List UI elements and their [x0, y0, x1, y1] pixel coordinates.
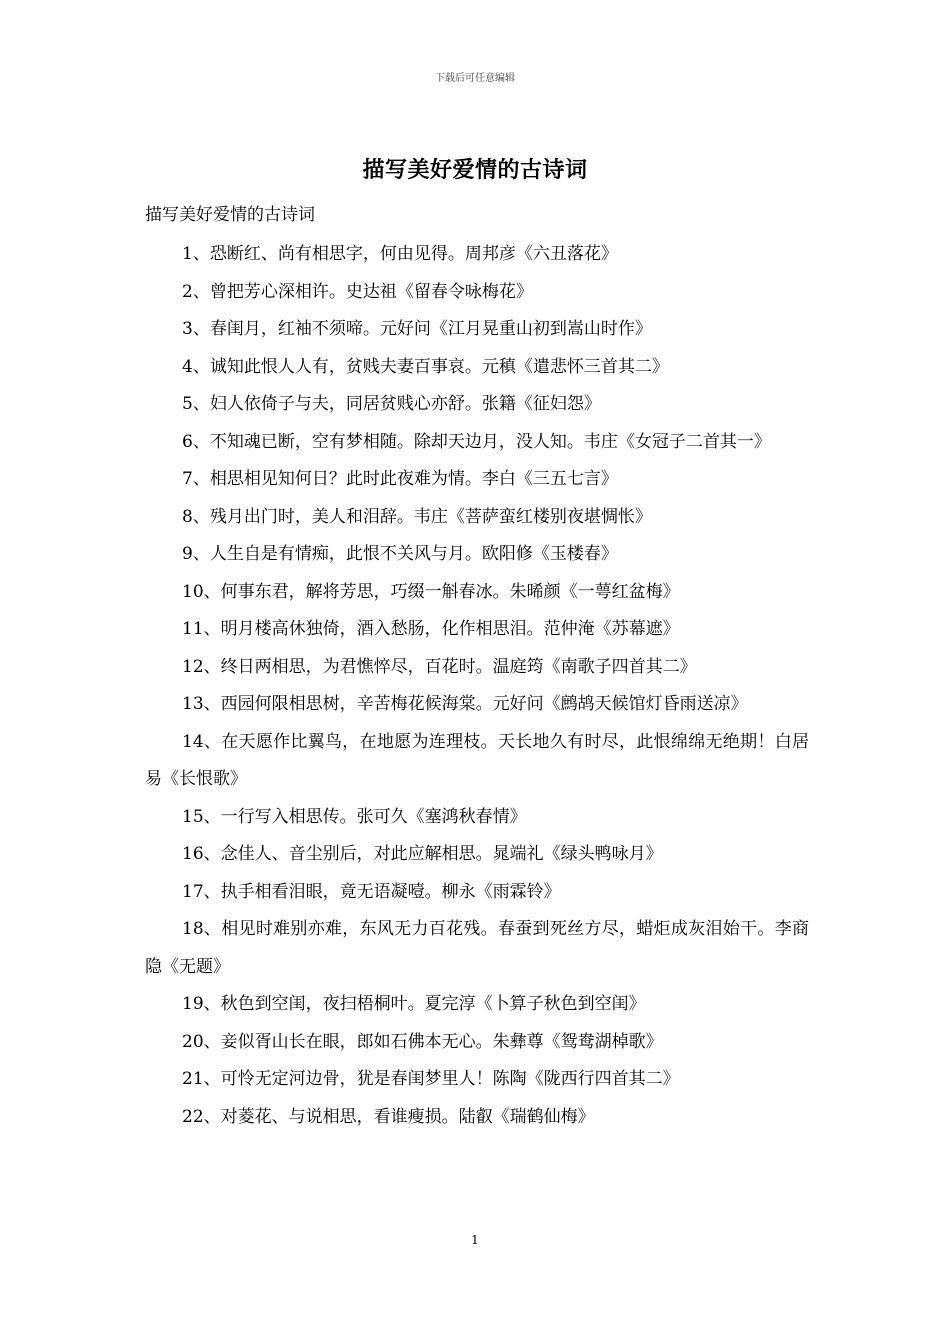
poem-line-10: 10、何事东君，解将芳思，巧缀一斛春冰。朱晞颜《一萼红盆梅》: [182, 581, 680, 602]
poem-line-4: 4、诚知此恨人人有，贫贱夫妻百事哀。元稹《遣悲怀三首其二》: [182, 356, 669, 377]
poem-line-3: 3、春闺月，红袖不须啼。元好问《江月晃重山初到嵩山时作》: [182, 319, 652, 339]
poem-line-21: 21、可怜无定河边骨，犹是春闺梦里人！陈陶《陇西行四首其二》: [182, 1069, 680, 1089]
document-subtitle: 描写美好爱情的古诗词: [145, 205, 315, 225]
poem-line-2: 2、曾把芳心深相许。史达祖《留春令咏梅花》: [182, 281, 533, 302]
poem-line-7: 7、相思相见知何日？此时此夜难为情。李白《三五七言》: [182, 469, 618, 489]
poem-line-20: 20、妾似胥山长在眼，郎如石佛本无心。朱彝尊《鸳鸯湖棹歌》: [182, 1031, 663, 1052]
poem-line-13: 13、西园何限相思树，辛苦梅花候海棠。元好问《鹧鸪天候馆灯昏雨送凉》: [182, 694, 748, 714]
poem-line-12: 12、终日两相思，为君憔悴尽，百花时。温庭筠《南歌子四首其二》: [182, 656, 697, 677]
poem-line-15: 15、一行写入相思传。张可久《塞鸿秋春情》: [182, 806, 527, 827]
poem-line-6: 6、不知魂已断，空有梦相随。除却天边月，没人知。韦庄《女冠子二首其一》: [182, 431, 771, 452]
poem-line-18: 18、相见时难别亦难，东风无力百花残。春蚕到死丝方尽，蜡炬成灰泪始干。李商隐《无题》: [145, 919, 809, 977]
poem-line-8: 8、残月出门时，美人和泪辞。韦庄《菩萨蛮红楼别夜堪惆怅》: [182, 506, 652, 527]
poem-line-1: 1、恐断红、尚有相思字，何由见得。周邦彦《六丑落花》: [182, 244, 618, 264]
poem-line-16: 16、念佳人、音尘别后，对此应解相思。晁端礼《绿头鸭咏月》: [182, 844, 663, 864]
poem-line-14: 14、在天愿作比翼鸟，在地愿为连理枝。天长地久有时尽，此恨绵绵无绝期！白居易《长恨歌》: [145, 731, 809, 789]
document-title: 描写美好爱情的古诗词: [362, 157, 588, 183]
poem-list: [145, 236, 809, 1136]
poem-line-5: 5、妇人依倚子与夫，同居贫贱心亦舒。张籍《征妇怨》: [182, 394, 601, 414]
poem-line-11: 11、明月楼高休独倚，酒入愁肠，化作相思泪。范仲淹《苏幕遮》: [182, 619, 680, 639]
poem-line-19: 19、秋色到空闺，夜扫梧桐叶。夏完淳《卜算子秋色到空闺》: [182, 994, 646, 1014]
poem-line-17: 17、执手相看泪眼，竟无语凝噎。柳永《雨霖铃》: [182, 881, 561, 902]
page-header: 下载后可任意编辑: [435, 73, 515, 84]
poem-line-22: 22、对菱花、与说相思，看谁瘦损。陆叡《瑞鹤仙梅》: [182, 1106, 595, 1127]
poem-line-9: 9、人生自是有情痴，此恨不关风与月。欧阳修《玉楼春》: [182, 544, 618, 564]
page-number: 1: [471, 1233, 479, 1247]
